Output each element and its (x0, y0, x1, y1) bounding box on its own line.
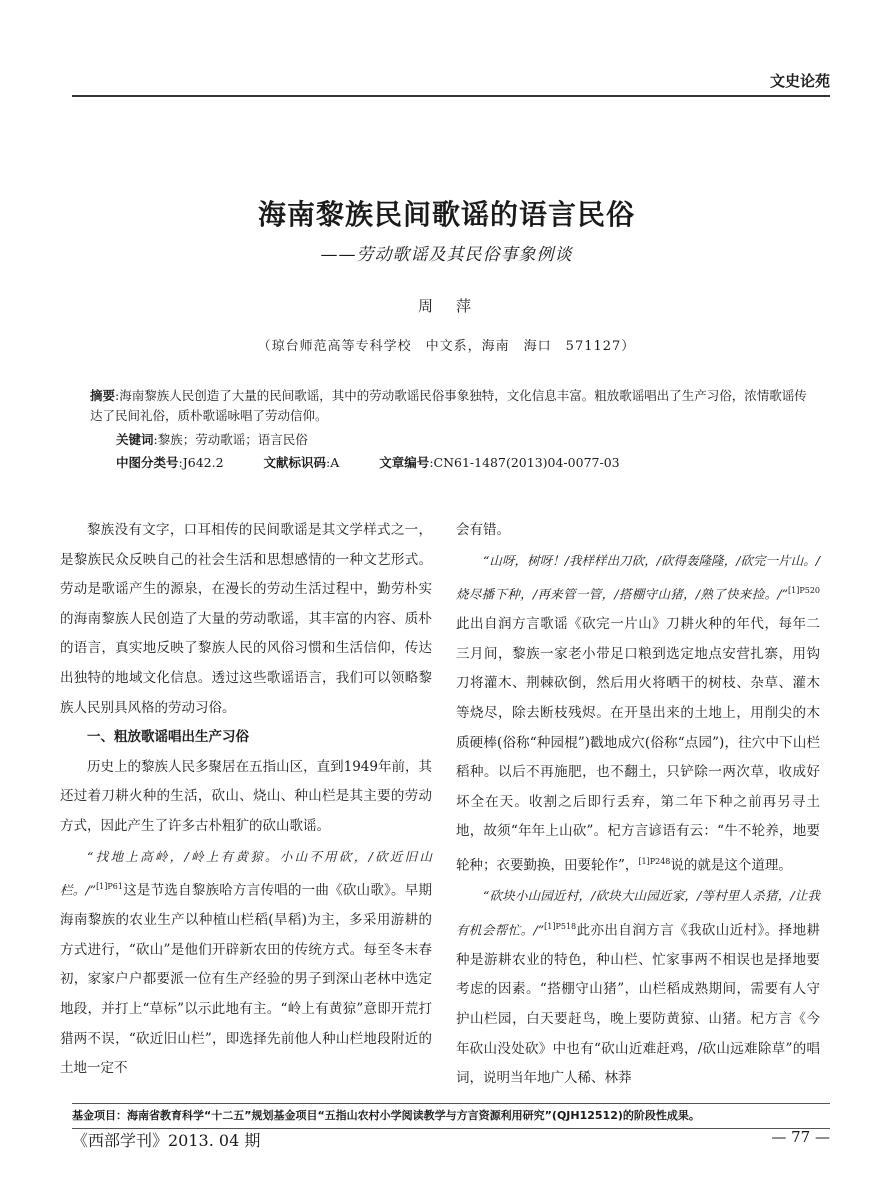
journal-info: 《西部学刊》2013. 04 期 (72, 1131, 261, 1150)
song-lyrics: “山呀，树呀！/我样样出刀砍，/砍得轰隆隆，/砍完一片山。/烧尽播下种，/再来管一管，/搭棚守山猪，/熟了快来捡。/” (456, 552, 820, 602)
keywords (116, 430, 816, 450)
citation-ref: [1]P520 (788, 586, 820, 596)
article-number-value: :CN61-1487(2013)04-0077-03 (429, 455, 620, 470)
paragraph-text: 此出自润方言歌谣《砍完一片山》刀耕火种的年代，每年二三月间，黎族一家老小带足口粮到选定地点安营扎寨，用钩刀将灌木、荆棘砍倒，然后用火将晒干的树枝、杂草、灌木等烧尽，除去断枝残烬。在开垦出来的土地上，用削尖的木质硬棒(俗称“种园棍”)戳地成穴(俗称“点园”)，往穴中下山栏稻种。以后不再施肥，也不翻土，只铲除一两次草，收成好坏全在天。收割之后即行丢弃，第二年下种之前再另寻土地，故须“年年上山砍”。杞方言谚语有云：“牛不轮养，地要轮种；衣要勤换，田要轮作”， (456, 616, 820, 874)
doc-code-value: :A (326, 455, 340, 470)
left-column (60, 516, 432, 1084)
classification-line (116, 453, 816, 473)
body-paragraph (456, 546, 820, 882)
page-number: — 77 — (771, 1128, 830, 1146)
author-affiliation: （琼台师范高等专科学校 中文系，海南 海口 571127） (257, 339, 636, 354)
body-paragraph: 会有错。 (456, 522, 510, 538)
citation-ref: [1]P61 (96, 882, 123, 892)
citation-ref: [1]P518 (544, 921, 577, 931)
paragraph-text: 这是节选自黎族哈方言传唱的一曲《砍山歌》。早期海南黎族的农业生产以种植山栏稻(旱稻)为主，多采用游耕的方式进行，“砍山”是他们开辟新农田的传统方式。每至冬末春初，家家户户都要派一位有生产经验的男子到深山老林中选定地段，并打上“草标”以示此地有主。“岭上有黄猄”意即开荒打猎两不误，“砍近旧山栏”，即选择先前他人种山栏地段附近的土地一定不 (60, 882, 432, 1077)
class-label: 中图分类号 (116, 455, 179, 470)
fund-footnote: 基金项目：海南省教育科学“十二五”规划基金项目“五指山农村小学阅读教学与方言资源利用研究”(QJH12512)的阶段性成果。 (72, 1109, 700, 1122)
song-lyrics: “找地上高岭，/岭上有黄猄。小山不用砍，/砍近旧山栏。/” (60, 848, 432, 898)
author-name: 周 萍 (417, 297, 475, 315)
article-number-label: 文章编号 (379, 455, 430, 470)
paragraph-text: 说的就是这个道理。 (670, 857, 792, 874)
class-value: :J642.2 (178, 455, 224, 470)
doc-code-label: 文献标识码 (263, 455, 327, 470)
citation-ref: [1]P248 (638, 857, 671, 867)
abstract-label: 摘要 (90, 388, 116, 403)
body-paragraph: 黎族没有文字，口耳相传的民间歌谣是其文学样式之一，是黎族民众反映自己的社会生活和思想感情的一种文艺形式。劳动是歌谣产生的源泉，在漫长的劳动生活过程中，勤劳朴实的海南黎族人民创造了大量的劳动歌谣，其丰富的内容、质朴的语言，真实地反映了黎族人民的风俗习惯和生活信仰，传达出独特的地域文化信息。透过这些歌谣语言，我们可以领略黎族人民别具风格的劳动习俗。 (60, 522, 432, 716)
article-title: 海南黎族民间歌谣的语言民俗 (257, 198, 635, 231)
body-paragraph (456, 881, 820, 1094)
abstract (90, 386, 810, 426)
article-subtitle: ——劳动歌谣及其民俗事象例谈 (320, 245, 573, 265)
right-column (456, 516, 820, 1094)
abstract-text: :海南黎族人民创造了大量的民间歌谣，其中的劳动歌谣民俗事象独特，文化信息丰富。粗放歌谣唱出了生产习俗，浓情歌谣传达了民间礼俗，质朴歌谣咏唱了劳动信仰。 (90, 388, 807, 423)
section-tag: 文史论苑 (769, 72, 830, 90)
body-paragraph (60, 842, 432, 1084)
paragraph-text: 此亦出自润方言《我砍山近村》。择地耕种是游耕农业的特色，种山栏、忙家事两不相误也是择地要考虑的因素。“搭棚守山猪”，山栏稻成熟期间，需要有人守护山栏园，白天要赶鸟，晚上要防黄猄、山猪。杞方言《今年砍山没处砍》中也有“砍山近难赶鸡，/砍山远难除草”的唱词，说明当年地广人稀、林莽 (456, 922, 821, 1087)
keywords-text: :黎族；劳动歌谣；语言民俗 (153, 432, 308, 447)
body-paragraph: 历史上的黎族人民多聚居在五指山区，直到1949年前，其还过着刀耕火种的生活，砍山、烧山、种山栏是其主要的劳动方式，因此产生了许多古朴粗犷的砍山歌谣。 (60, 758, 432, 834)
footnote-rule (72, 1103, 830, 1104)
keywords-label: 关键词 (116, 432, 154, 447)
song-lyrics: “砍块小山园近村，/砍块大山园近家，/等村里人杀猪，/让我有机会帮忙。/” (456, 888, 820, 938)
header-rule (72, 95, 830, 97)
section-heading: 一、粗放歌谣唱出生产习俗 (87, 729, 249, 746)
